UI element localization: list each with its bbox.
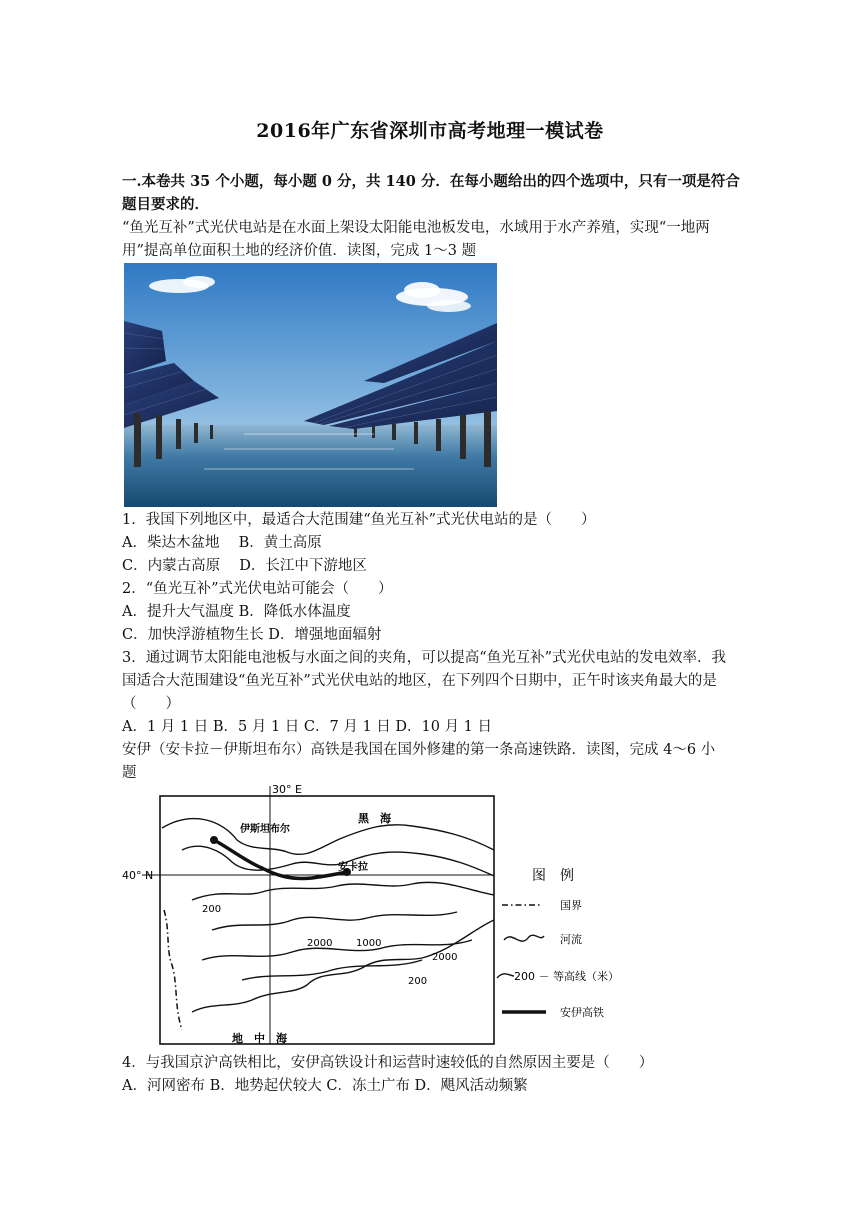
question-2: 2．“鱼光互补”式光伏电站可能会（ ） [122,581,393,597]
istanbul-marker [210,836,218,844]
legend-contour: 200 － 等高线（米） [514,970,619,983]
ankara-label: 安卡拉 [338,862,368,873]
contour-label-2000-center: 2000 [307,938,333,949]
question-3-line-c: （ ） [122,696,180,712]
question-1-options-ab: A．柴达木盆地 B．黄土高原 [122,535,322,551]
legend-title: 图 例 [532,868,574,884]
contour-label-200-west: 200 [202,904,222,915]
section-heading-line-1: 一.本卷共 35 个小题，每小题 0 分，共 140 分．在每小题给出的四个选项中，只有一项是符合 [122,173,740,190]
intro-2-line-a: 安伊（安卡拉－伊斯坦布尔）高铁是我国在国外修建的第一条高速铁路．读图，完成 4～6 小 [122,742,716,758]
question-2-options-ab: A．提升大气温度 B．降低水体温度 [122,604,351,620]
page-title: 2016年广东省深圳市高考地理一模试卷 [256,120,604,142]
turkey-rail-map [122,780,642,1050]
contour-label-2000-east: 2000 [432,952,458,963]
latitude-label: 40° N [122,869,154,882]
legend-river: 河流 [560,933,582,946]
legend-border: 国界 [560,899,582,912]
question-1: 1．我国下列地区中，最适合大范围建“鱼光互补”式光伏电站的是（ ） [122,512,596,528]
legend-rail: 安伊高铁 [560,1006,604,1019]
black-sea-label: 黑 海 [358,812,391,825]
solar-panel-photo [124,263,497,507]
question-3-line-b: 国适合大范围建设“鱼光互补”式光伏电站的地区，在下列四个日期中，正午时该夹角最大的是 [122,673,717,689]
map-legend [497,868,619,1019]
question-4: 4．与我国京沪高铁相比，安伊高铁设计和运营时速较低的自然原因主要是（ ） [122,1055,654,1071]
question-3-line-a: 3．通过调节太阳能电池板与水面之间的夹角，可以提高“鱼光互补”式光伏电站的发电效率．我 [122,650,727,666]
istanbul-label: 伊斯坦布尔 [240,824,290,835]
longitude-label: 30° E [272,783,302,796]
question-3-options: A．1 月 1 日 B．5 月 1 日 C．7 月 1 日 D．10 月 1 日 [122,719,493,735]
intro-1-line-a: “鱼光互补”式光伏电站是在水面上架设太阳能电池板发电，水域用于水产养殖，实现“一地两 [122,220,710,236]
contour-label-200-south: 200 [408,976,428,987]
intro-1-line-b: 用”提高单位面积土地的经济价值．读图，完成 1～3 题 [122,243,477,259]
contour-label-1000: 1000 [356,938,382,949]
question-4-options: A．河网密布 B．地势起伏较大 C．冻土广布 D．飓风活动频繁 [122,1078,528,1094]
section-heading-line-2: 题目要求的． [122,196,209,213]
intro-2-line-b: 题 [122,765,137,781]
mediterranean-label: 地 中 海 [232,1032,287,1045]
question-2-options-cd: C．加快浮游植物生长 D．增强地面辐射 [122,627,382,643]
question-1-options-cd: C．内蒙古高原 D．长江中下游地区 [122,558,367,574]
